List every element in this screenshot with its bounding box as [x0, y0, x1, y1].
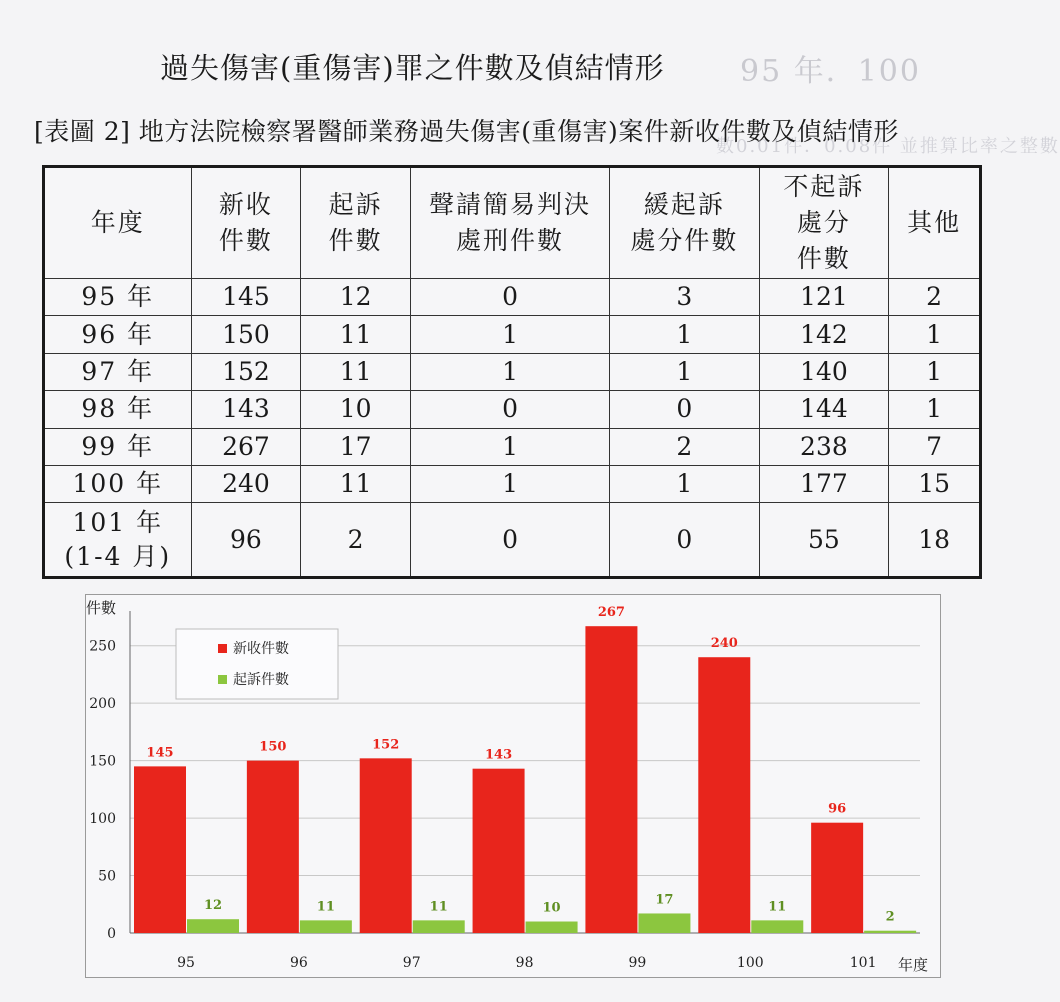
- bar-new-cases: [134, 766, 186, 933]
- value-cell: 12: [301, 279, 411, 316]
- figure-caption: [表圖 2] 地方法院檢察署醫師業務過失傷害(重傷害)案件新收件數及偵結情形: [34, 117, 899, 146]
- value-cell: 240: [191, 465, 301, 502]
- value-cell: 15: [889, 465, 981, 502]
- legend-box: [176, 629, 338, 699]
- year-cell: [44, 279, 192, 316]
- year-line: (1-4 月): [64, 541, 172, 571]
- data-label: 152: [372, 737, 400, 753]
- page-heading: 過失傷害(重傷害)罪之件數及偵結情形: [160, 51, 665, 85]
- data-label: 10: [542, 900, 561, 916]
- data-label: 145: [146, 745, 174, 761]
- value-cell: 145: [191, 279, 301, 316]
- value-cell: 0: [610, 503, 759, 578]
- bar-prosecuted: [751, 920, 803, 933]
- value-cell: 1: [889, 316, 981, 353]
- data-label: 17: [655, 892, 674, 908]
- value-cell: 1: [410, 316, 609, 353]
- data-label: 12: [203, 898, 223, 914]
- value-cell: 177: [759, 465, 889, 502]
- data-label: 143: [485, 747, 513, 763]
- value-cell: 1: [610, 465, 759, 502]
- value-cell: 11: [301, 465, 411, 502]
- header-year: [44, 167, 192, 279]
- value-cell: 96: [191, 503, 301, 578]
- year-line: 96 年: [81, 319, 155, 349]
- value-cell: 140: [759, 353, 889, 390]
- chart-frame: [85, 594, 941, 978]
- bar-new-cases: [360, 758, 412, 933]
- value-cell: 238: [759, 428, 889, 465]
- value-cell: 121: [759, 279, 889, 316]
- bar-prosecuted: [526, 922, 578, 933]
- legend-label: 新收件數: [233, 641, 289, 657]
- value-cell: 0: [410, 279, 609, 316]
- table-row: [44, 391, 981, 428]
- year-line: 100 年: [72, 469, 164, 499]
- bar-new-cases: [585, 626, 637, 933]
- bleed-through-text: 95 年．100: [740, 54, 921, 89]
- value-cell: 2: [889, 279, 981, 316]
- table-row: [44, 279, 981, 316]
- value-cell: 142: [759, 316, 889, 353]
- x-tick-label: 97: [402, 955, 421, 971]
- value-cell: 1: [610, 316, 759, 353]
- value-cell: 1: [889, 391, 981, 428]
- table-row: [44, 465, 981, 502]
- table-row: [44, 316, 981, 353]
- x-tick-label: 98: [515, 955, 534, 971]
- bar-prosecuted: [864, 931, 916, 933]
- value-cell: 150: [191, 316, 301, 353]
- value-cell: 1: [410, 428, 609, 465]
- year-line: 101 年: [72, 507, 164, 537]
- value-cell: 7: [889, 428, 981, 465]
- header-line: 起訴: [328, 190, 383, 219]
- year-line: 98 年: [81, 394, 155, 424]
- header-not-prosecuted: [759, 167, 889, 279]
- bar-prosecuted: [300, 920, 352, 933]
- table-row: [44, 353, 981, 390]
- header-line: 處刑件數: [456, 226, 565, 255]
- value-cell: 1: [610, 353, 759, 390]
- header-line: 件數: [796, 244, 851, 273]
- data-label: 240: [710, 636, 738, 652]
- data-label: 11: [429, 899, 448, 915]
- y-axis-title: 件數: [86, 599, 117, 617]
- x-tick-label: 100: [736, 955, 764, 971]
- value-cell: 55: [759, 503, 889, 578]
- header-summary-judgment: [410, 167, 609, 279]
- header-line: 處分: [796, 208, 851, 237]
- legend-swatch: [218, 675, 227, 684]
- data-label: 11: [768, 899, 787, 915]
- value-cell: 1: [889, 353, 981, 390]
- header-line: 聲請簡易判決: [429, 190, 592, 219]
- header-line: 件數: [328, 226, 383, 255]
- header-prosecuted: [301, 167, 411, 279]
- y-tick-label: 200: [89, 696, 116, 713]
- year-cell: [44, 353, 192, 390]
- value-cell: 0: [410, 391, 609, 428]
- y-tick-label: 50: [98, 868, 116, 885]
- legend-swatch: [218, 644, 227, 653]
- year-line: 99 年: [81, 431, 155, 461]
- data-label: 96: [828, 801, 847, 817]
- value-cell: 267: [191, 428, 301, 465]
- y-tick-label: 150: [89, 753, 116, 770]
- header-line: 緩起訴: [643, 190, 725, 219]
- bar-prosecuted: [638, 913, 690, 933]
- year-cell: [44, 391, 192, 428]
- year-cell: [44, 428, 192, 465]
- value-cell: 17: [301, 428, 411, 465]
- header-line: 新收: [218, 190, 273, 219]
- bar-chart: [86, 595, 940, 977]
- value-cell: 0: [610, 391, 759, 428]
- value-cell: 143: [191, 391, 301, 428]
- table-row: [44, 428, 981, 465]
- value-cell: 1: [410, 353, 609, 390]
- bleed-through-text-2: 數0.01件．0.08件 並推算比率之整數: [716, 136, 1060, 157]
- value-cell: 1: [410, 465, 609, 502]
- header-line: 件數: [218, 226, 273, 255]
- bar-new-cases: [247, 761, 299, 933]
- table-body: [44, 279, 981, 578]
- year-line: 97 年: [81, 356, 155, 386]
- value-cell: 144: [759, 391, 889, 428]
- year-line: 95 年: [81, 282, 155, 312]
- header-line: 其他: [907, 208, 962, 237]
- header-line: 處分件數: [630, 226, 739, 255]
- y-tick-label: 250: [89, 638, 116, 655]
- year-cell: [44, 465, 192, 502]
- data-label: 267: [597, 605, 625, 621]
- year-cell: [44, 316, 192, 353]
- header-line: 年度: [90, 208, 145, 237]
- bar-new-cases: [473, 769, 525, 933]
- y-tick-label: 0: [107, 926, 116, 942]
- header-new-cases: [191, 167, 301, 279]
- cases-table: [42, 165, 982, 579]
- year-cell: [44, 503, 192, 578]
- x-tick-label: 96: [289, 955, 308, 971]
- x-axis-title: 年度: [898, 956, 929, 974]
- bar-prosecuted: [187, 919, 239, 933]
- header-line: 不起訴: [783, 172, 865, 201]
- data-label: 2: [885, 909, 895, 925]
- header-deferred: [610, 167, 759, 279]
- value-cell: 3: [610, 279, 759, 316]
- value-cell: 0: [410, 503, 609, 578]
- table-row: [44, 503, 981, 578]
- value-cell: 2: [301, 503, 411, 578]
- y-tick-label: 100: [89, 811, 116, 828]
- bar-prosecuted: [413, 920, 465, 933]
- bar-new-cases: [811, 823, 863, 933]
- x-tick-label: 99: [628, 955, 647, 971]
- value-cell: 10: [301, 391, 411, 428]
- table-header-row: [44, 167, 981, 279]
- data-label: 11: [316, 899, 335, 915]
- x-tick-label: 95: [177, 955, 195, 971]
- legend-label: 起訴件數: [233, 672, 289, 688]
- header-other: [889, 167, 981, 279]
- x-tick-label: 101: [849, 955, 877, 971]
- data-label: 150: [259, 739, 287, 755]
- value-cell: 2: [610, 428, 759, 465]
- value-cell: 11: [301, 353, 411, 390]
- value-cell: 152: [191, 353, 301, 390]
- value-cell: 11: [301, 316, 411, 353]
- value-cell: 18: [889, 503, 981, 578]
- bar-new-cases: [698, 657, 750, 933]
